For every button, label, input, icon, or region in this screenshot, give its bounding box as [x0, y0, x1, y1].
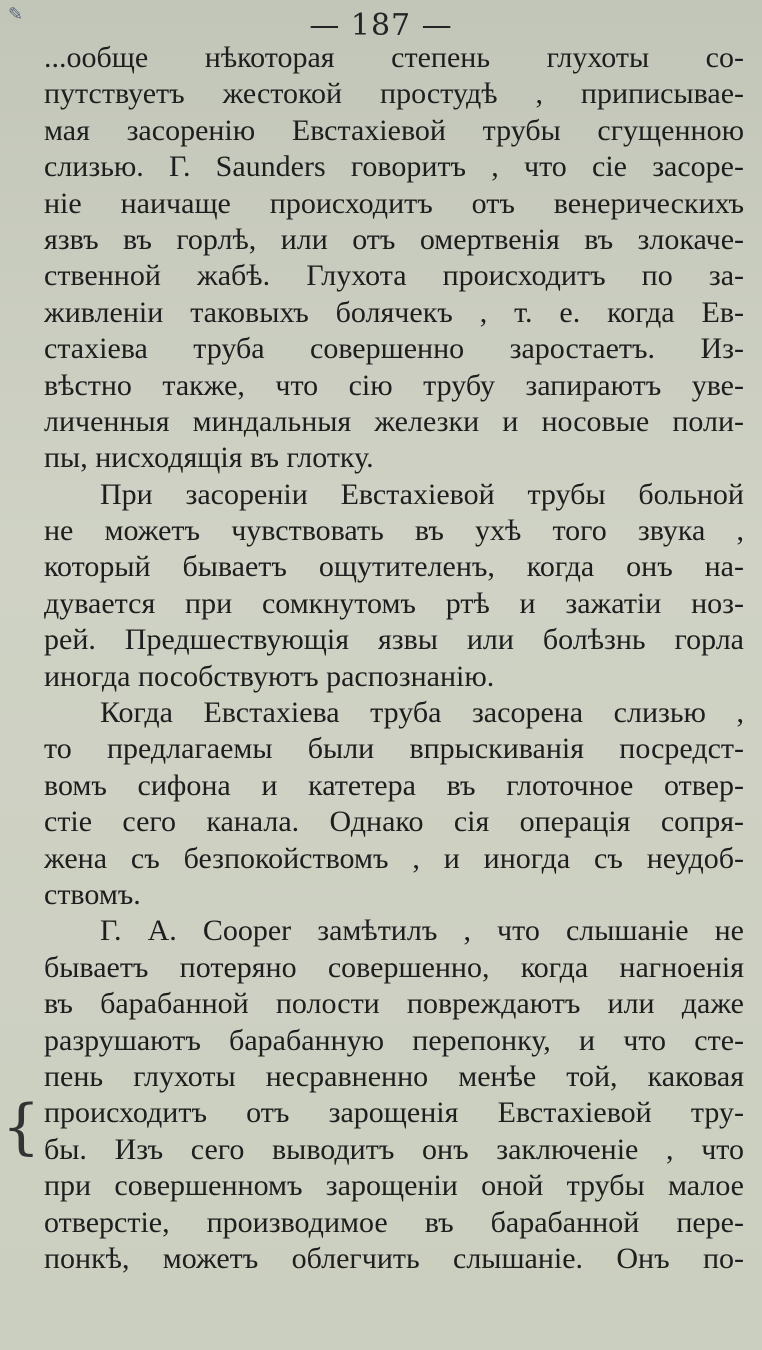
text-line: стіе сего канала. Однако сія операція сопря-	[44, 805, 744, 839]
text-line: отверстіе, производимое въ барабанной пере-	[44, 1205, 744, 1239]
ink-mark: ✎	[8, 4, 24, 25]
text-line: дувается при сомкнутомъ ртѣ и зажатіи ноз-	[44, 586, 744, 620]
margin-bracket: {	[2, 1092, 41, 1162]
paragraph-3	[44, 695, 744, 913]
text-line: вѣстно также, что сію трубу запираютъ уве-	[44, 368, 744, 402]
body-text	[44, 40, 744, 1277]
text-line: пень глухоты несравненно менѣе той, каковая	[44, 1059, 744, 1093]
page-number: — 187 —	[309, 8, 453, 43]
text-line: живленіи таковыхъ болячекъ , т. е. когда Ев-	[44, 295, 744, 329]
text-line: происходитъ отъ зарощенія Евстахіевой тру-	[44, 1096, 744, 1130]
text-line: ніе наичаще происходитъ отъ венерическихъ	[44, 186, 744, 220]
paragraph-2	[44, 477, 744, 695]
text-line: вомъ сифона и катетера въ глоточное отвер-	[44, 768, 744, 802]
text-line: ствомъ.	[44, 877, 141, 911]
text-line: то предлагаемы были впрыскиванія посредст-	[44, 732, 744, 766]
text-line: Г. А. Cooper замѣтилъ , что слышаніе не	[100, 914, 744, 948]
text-line: иногда пособствуютъ распознанію.	[44, 659, 495, 693]
text-line: который бываетъ ощутителенъ, когда онъ на-	[44, 550, 744, 584]
text-line: При засореніи Евстахіевой трубы больной	[100, 477, 744, 511]
text-line: рей. Предшествующія язвы или болѣзнь горла	[44, 623, 744, 657]
text-line: жена съ безпокойствомъ , и иногда съ неудоб-	[44, 841, 744, 875]
text-line: бы. Изъ сего выводитъ онъ заключеніе , что	[44, 1132, 744, 1166]
text-line: въ барабанной полости повреждаютъ или даже	[44, 987, 744, 1021]
paragraph-1	[44, 40, 744, 477]
text-line: путствуетъ жестокой простудѣ , приписывае-	[44, 77, 744, 111]
text-line: при совершенномъ зарощеніи оной трубы малое	[44, 1169, 744, 1203]
text-line: пы, нисходящія въ глотку.	[44, 441, 374, 475]
text-line: ственной жабѣ. Глухота происходитъ по за-	[44, 259, 744, 293]
text-line: Когда Евстахіева труба засорена слизью ,	[100, 696, 744, 730]
text-line: разрушаютъ барабанную перепонку, и что сте-	[44, 1023, 744, 1057]
text-line: понкѣ, можетъ облегчить слышаніе. Онъ по-	[44, 1241, 744, 1275]
text-line: бываетъ потеряно совершенно, когда нагноенія	[44, 950, 744, 984]
text-line: ...ообще нѣкоторая степень глухоты со-	[44, 41, 744, 74]
text-line: слизью. Г. Saunders говоритъ , что сіе засоре-	[44, 150, 744, 184]
text-line: личенныя миндальныя железки и носовые поли-	[44, 404, 744, 438]
paragraph-4	[44, 913, 744, 1277]
text-line: язвъ въ горлѣ, или отъ омертвенія въ злокаче-	[44, 222, 744, 256]
text-line: мая засоренію Евстахіевой трубы сгущенною	[44, 113, 744, 147]
text-line: стахіева труба совершенно заростаетъ. Из-	[44, 332, 744, 366]
text-line: не можетъ чувствовать въ ухѣ того звука ,	[44, 514, 744, 548]
